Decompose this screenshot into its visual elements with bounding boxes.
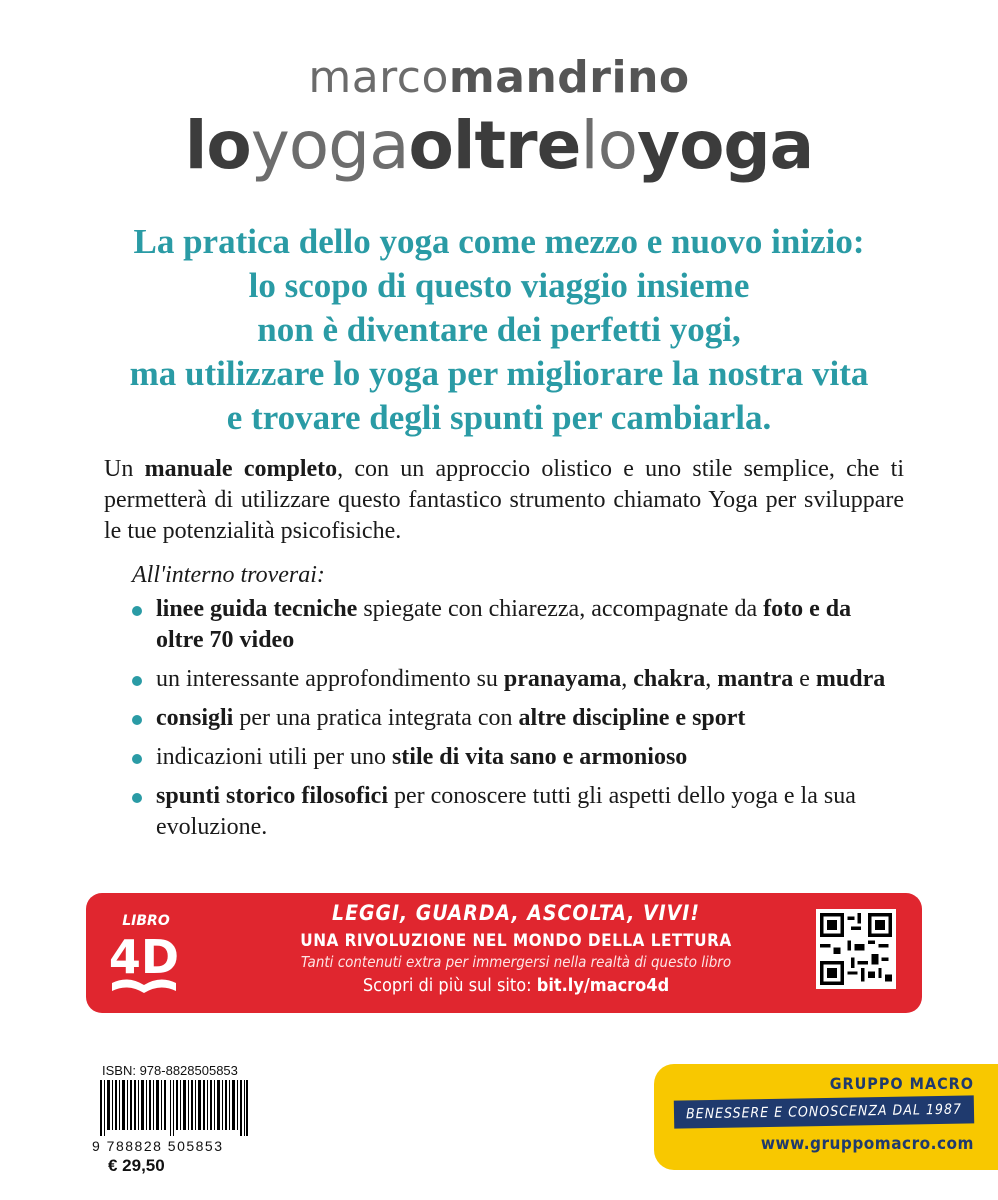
item-bold: spunti storico filosofici bbox=[156, 783, 388, 809]
list-item bbox=[128, 703, 888, 734]
item-bold: mudra bbox=[815, 666, 886, 692]
qr-code-icon[interactable] bbox=[816, 909, 896, 989]
banner-title: LEGGI, GUARDA, ASCOLTA, VIVI! bbox=[332, 901, 700, 925]
tagline-line: non è diventare dei perfetti yogi, bbox=[257, 310, 741, 349]
intro-text: , con un approccio olistico e uno stile semplice, che ti permetterà di utilizzare questo fantastico strumento chiamato Yoga per sviluppare le tue potenzialità psicofisiche. bbox=[104, 456, 904, 544]
site-link[interactable]: bit.ly/macro4d bbox=[536, 975, 670, 996]
libro-4d-logo-icon bbox=[104, 907, 184, 999]
item-bold: altre discipline e sport bbox=[518, 705, 746, 731]
libro-4d-banner bbox=[86, 893, 922, 1013]
bullet-dot-icon bbox=[132, 606, 142, 616]
list-item bbox=[128, 594, 888, 656]
tagline bbox=[0, 220, 998, 440]
title-part: yoga bbox=[250, 107, 409, 184]
author-name bbox=[0, 52, 998, 104]
tagline-line: ma utilizzare lo yoga per migliorare la nostra vita bbox=[129, 354, 869, 393]
publisher-name: GRUPPO MACRO bbox=[829, 1074, 974, 1093]
intro-bold: manuale completo bbox=[144, 456, 338, 482]
intro-paragraph bbox=[104, 454, 904, 547]
item-bold: linee guida tecniche bbox=[156, 596, 358, 622]
author-last: mandrino bbox=[448, 52, 690, 103]
barcode-icon bbox=[100, 1080, 248, 1136]
bullet-dot-icon bbox=[132, 715, 142, 725]
item-bold: mantra bbox=[717, 666, 794, 692]
title-part: lo bbox=[580, 107, 638, 184]
publisher-box bbox=[654, 1064, 998, 1170]
feature-list bbox=[128, 594, 888, 851]
publisher-slogan: BENESSERE E CONOSCENZA DAL 1987 bbox=[674, 1095, 974, 1128]
item-text: spiegate con chiarezza, accompagnate da bbox=[357, 596, 764, 622]
tagline-line: e trovare degli spunti per cambiarla. bbox=[226, 398, 772, 437]
item-bold: stile di vita sano e armonioso bbox=[391, 744, 688, 770]
author-first: marco bbox=[308, 52, 449, 103]
isbn-label: ISBN: 978-8828505853 bbox=[102, 1063, 238, 1078]
bullet-dot-icon bbox=[132, 754, 142, 764]
item-bold: chakra bbox=[633, 666, 706, 692]
item-text: , bbox=[705, 666, 718, 692]
list-item bbox=[128, 781, 888, 843]
barcode-digits: 9 788828 505853 bbox=[92, 1138, 224, 1154]
site-prefix: Scopri di più sul sito: bbox=[362, 975, 537, 996]
banner-site bbox=[246, 975, 786, 996]
intro-text: Un bbox=[104, 456, 145, 482]
tagline-line: lo scopo di questo viaggio insieme bbox=[248, 266, 750, 305]
title-part: oltre bbox=[408, 107, 581, 184]
item-bold: consigli bbox=[156, 705, 234, 731]
list-item bbox=[128, 742, 888, 773]
item-text: indicazioni utili per uno bbox=[156, 744, 392, 770]
item-text: e bbox=[793, 666, 816, 692]
banner-text: Tanti contenuti extra per immergersi nella realtà di questo libro bbox=[300, 953, 732, 971]
logo-main-text: 4D bbox=[108, 930, 180, 984]
tagline-line: La pratica dello yoga come mezzo e nuovo inizio: bbox=[133, 222, 865, 261]
publisher-url[interactable]: www.gruppomacro.com bbox=[760, 1134, 974, 1154]
item-text: un interessante approfondimento su bbox=[156, 666, 504, 692]
logo-top-text: LIBRO bbox=[122, 913, 170, 929]
bullet-dot-icon bbox=[132, 793, 142, 803]
title-part: lo bbox=[184, 107, 251, 184]
title-part: yoga bbox=[637, 107, 814, 184]
item-bold: foto e da oltre 70 video bbox=[156, 596, 852, 653]
item-text: per una pratica integrata con bbox=[233, 705, 519, 731]
item-text: per conoscere tutti gli aspetti dello yoga e la sua evoluzione. bbox=[156, 783, 856, 840]
banner-subtitle: UNA RIVOLUZIONE NEL MONDO DELLA LETTURA bbox=[300, 931, 732, 951]
list-item bbox=[128, 664, 888, 695]
price: € 29,50 bbox=[108, 1156, 165, 1175]
item-bold: pranayama bbox=[503, 666, 622, 692]
inside-label: All'interno troverai: bbox=[132, 562, 325, 588]
book-title bbox=[0, 108, 998, 184]
bullet-dot-icon bbox=[132, 676, 142, 686]
item-text: , bbox=[621, 666, 634, 692]
